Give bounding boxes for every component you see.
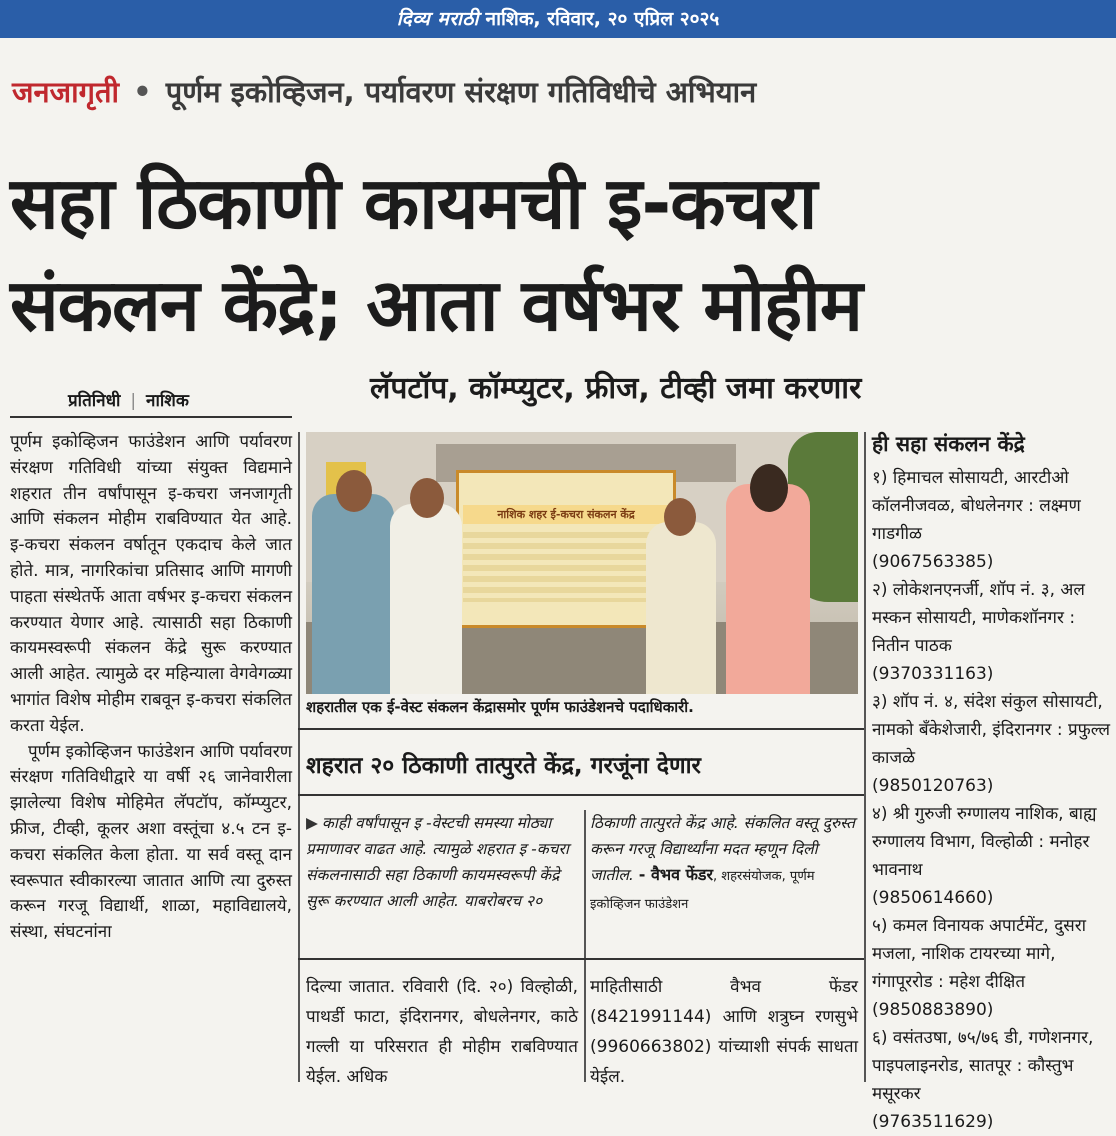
person-3-head bbox=[664, 498, 696, 536]
section-rule bbox=[298, 958, 864, 960]
sidebar-item bbox=[872, 912, 1116, 1024]
person-1 bbox=[312, 494, 394, 694]
sidebar-item-phone: (9067563385) bbox=[872, 552, 994, 572]
person-2 bbox=[390, 504, 462, 694]
sidebar-item-text: ४) श्री गुरुजी रुग्णालय नाशिक, बाह्य रुग्णालय विभाग, विल्होळी : मनोहर भावनाथ bbox=[872, 804, 1097, 880]
sidebar-item-text: ६) वसंतउषा, ७५/७६ डी, गणेशनगर, पाइपलाइनरोड, सातपूर : कौस्तुभ मसूरकर bbox=[872, 1028, 1094, 1104]
sidebar-item bbox=[872, 688, 1116, 800]
person-2-head bbox=[410, 478, 444, 518]
article-column-1 bbox=[10, 430, 292, 946]
quote-text: काही वर्षांपासून इ -वेस्टची समस्या मोठ्या प्रमाणावर वाढत आहे. त्यामुळे शहरात इ -कचरा संकलनासाठी सहा ठिकाणी कायमस्वरूपी केंद्रे सुरू करण्यात आली आहेत. याबरोबरच २० bbox=[306, 814, 569, 910]
pull-quote-part-1 bbox=[306, 810, 578, 914]
newspaper-brand: दिव्य मराठी bbox=[396, 8, 479, 30]
sidebar-item-text: १) हिमाचल सोसायटी, आरटीओ कॉलनीजवळ, बोधलेनगर : लक्ष्मण गाडगीळ bbox=[872, 468, 1081, 544]
byline-city: नाशिक bbox=[146, 391, 189, 411]
sidebar-item-phone: (9370331163) bbox=[872, 664, 994, 684]
kicker-text: पूर्णम इकोव्हिजन, पर्यावरण संरक्षण गतिविधीचे अभियान bbox=[165, 75, 757, 109]
pull-quote-part-2 bbox=[590, 810, 858, 918]
sidebar-item bbox=[872, 576, 1116, 688]
quote-marker: ▶ bbox=[306, 814, 318, 832]
sidebar-item-text: २) लोकेशनएनर्जी, शॉप नं. ३, अल मस्कन सोसायटी, माणेकशॉनगर : नितीन पाठक bbox=[872, 580, 1085, 656]
byline bbox=[68, 388, 189, 411]
sidebar-centres bbox=[872, 430, 1116, 1136]
photo-caption: शहरातील एक ई-वेस्ट संकलन केंद्रासमोर पूर्णम फाउंडेशनचे पदाधिकारी. bbox=[306, 698, 694, 716]
banner-text-lines bbox=[463, 532, 669, 602]
sidebar-item-phone: (9850883890) bbox=[872, 1000, 994, 1020]
banner-title: नाशिक शहर ई-कचरा संकलन केंद्र bbox=[463, 505, 669, 524]
article-paragraph: पूर्णम इकोव्हिजन फाउंडेशन आणि पर्यावरण संरक्षण गतिविधीद्वारे या वर्षी २६ जानेवारीला झालेल्या विशेष मोहिमेत लॅपटॉप, कॉम्प्युटर, फ्रीज, टीव्ही, कूलर अशा वस्तूंचा ४.५ टन इ-कचरा संकलित केला होता. या सर्व वस्तू दान स्वरूपात स्वीकारल्या जातात आणि त्या दुरुस्त करून गरजू विद्यार्थी, शाळा, महाविद्यालये, संस्था, संघटनांना bbox=[10, 741, 292, 943]
quote-role: , शहरसंयोजक, पूर्णम इकोव्हिजन फाउंडेशन bbox=[590, 869, 815, 912]
sidebar-item-text: ३) शॉप नं. ४, संदेश संकुल सोसायटी, नामको बँकेशेजारी, इंदिरानगर : प्रफुल्ल काजळे bbox=[872, 692, 1110, 768]
sidebar-item bbox=[872, 800, 1116, 912]
sidebar-item bbox=[872, 1024, 1116, 1136]
byline-rule bbox=[10, 416, 292, 418]
dateline: नाशिक, रविवार, २० एप्रिल २०२५ bbox=[485, 8, 720, 30]
byline-separator: | bbox=[130, 391, 137, 411]
headline-line-2: संकलन केंद्रे; आता वर्षभर मोहीम bbox=[10, 263, 862, 347]
news-photo bbox=[306, 432, 858, 694]
person-4 bbox=[726, 484, 810, 694]
masthead bbox=[0, 0, 1116, 38]
byline-reporter: प्रतिनिधी bbox=[68, 391, 121, 411]
person-4-head bbox=[750, 464, 788, 512]
kicker bbox=[12, 72, 1112, 111]
photo-banner bbox=[456, 470, 676, 628]
sidebar-item-text: ५) कमल विनायक अपार्टमेंट, दुसरा मजला, नाशिक टायरच्या मागे, गंगापूररोड : महेश दीक्षित bbox=[872, 916, 1087, 992]
sidebar-item-phone: (9763511629) bbox=[872, 1112, 994, 1132]
person-3 bbox=[646, 522, 716, 694]
sidebar-title: ही सहा संकलन केंद्रे bbox=[872, 432, 1025, 456]
person-1-head bbox=[336, 470, 372, 512]
article-column-2: दिल्या जातात. रविवारी (दि. २०) विल्होळी, पाथर्डी फाटा, इंदिरानगर, बोधलेनगर, काठे गल्ली या परिसरात ही मोहीम राबविण्यात येईल. अधिक bbox=[306, 977, 578, 1087]
quote-speaker: - वैभव फेंडर bbox=[638, 865, 714, 884]
quote-text: ठिकाणी तात्पुरते केंद्र आहे. संकलित वस्तू दुरुस्त करून गरजू विद्यार्थ्यांना मदत म्हणून दिली जातील. bbox=[590, 814, 855, 884]
section-rule bbox=[298, 728, 864, 730]
kicker-tag: जनजागृती bbox=[12, 75, 120, 109]
sidebar-item-phone: (9850614660) bbox=[872, 888, 994, 908]
section-rule bbox=[298, 794, 864, 796]
headline-line-1: सहा ठिकाणी कायमची इ-कचरा bbox=[10, 161, 817, 245]
kicker-bullet: • bbox=[133, 75, 152, 109]
article-paragraph: पूर्णम इकोव्हिजन फाउंडेशन आणि पर्यावरण संरक्षण गतिविधी यांच्या संयुक्त विद्यमाने शहरात तीन वर्षांपासून इ-कचरा जनजागृती आणि संकलन मोहीम राबविण्यात येत आहे. इ-कचरा संकलन वर्षातून एकदाच केले जात होते. मात्र, नागरिकांचा प्रतिसाद आणि मागणी पाहता संस्थेतर्फे आता वर्षभर इ-कचरा संकलन करण्यात येणार आहे. त्यासाठी सहा ठिकाणी कायमस्वरूपी संकलन केंद्रे सुरू करण्यात आली आहेत. त्यामुळे दर महिन्याला वेगवेगळ्या भागांत विशेष मोहीम राबवून इ-कचरा संकलित करता येईल. bbox=[10, 432, 292, 736]
column-divider bbox=[584, 810, 586, 1082]
subheadline: लॅपटॉप, कॉम्प्युटर, फ्रीज, टीव्ही जमा करणार bbox=[370, 371, 862, 406]
sidebar-item-phone: (9850120763) bbox=[872, 776, 994, 796]
article-column-3: माहितीसाठी वैभव फेंडर (8421991144) आणि शत्रुघ्न रणसुभे (9960663802) यांच्याशी संपर्क साधता येईल. bbox=[590, 977, 858, 1087]
section-subheadline: शहरात २० ठिकाणी तात्पुरते केंद्र, गरजूंना देणार bbox=[306, 753, 701, 779]
sidebar-item bbox=[872, 464, 1116, 576]
column-divider bbox=[864, 432, 866, 1082]
column-divider bbox=[298, 432, 300, 1082]
